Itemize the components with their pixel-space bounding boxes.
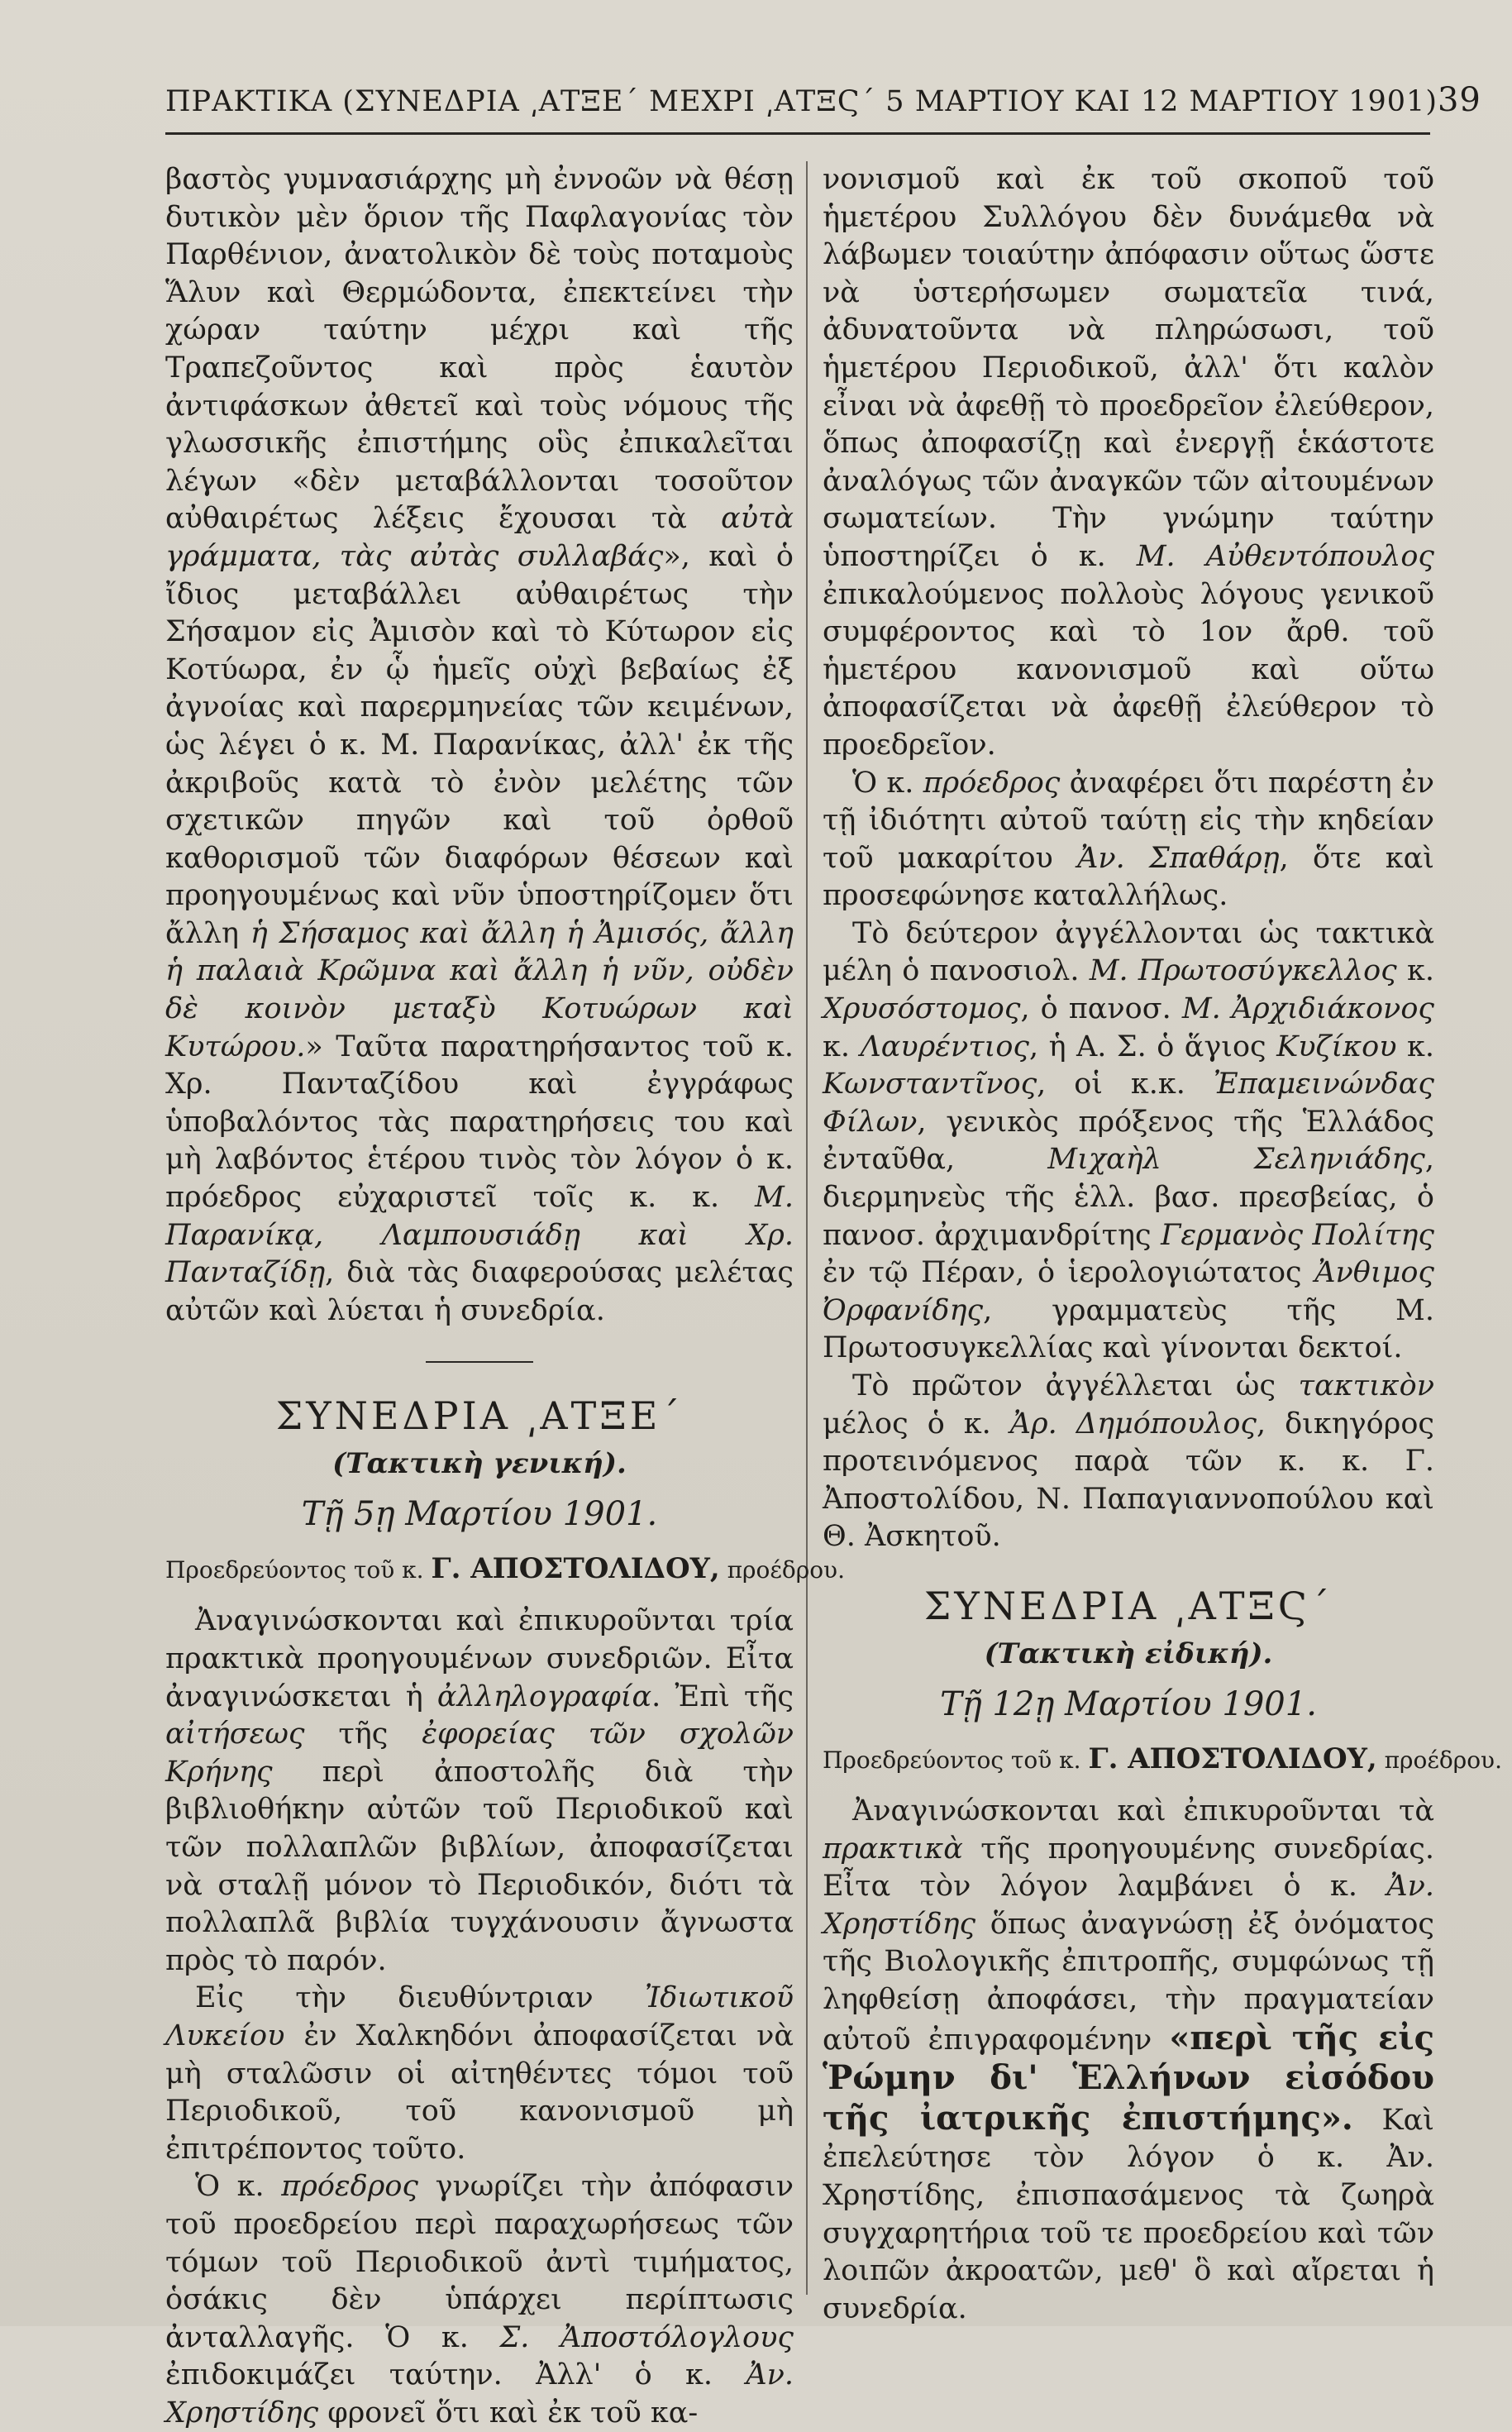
text-run: , ἡ Α. Σ. ὁ ἅγιος: [1029, 1030, 1277, 1063]
text-run: , δικηγόρος προτεινόμενος παρὰ τῶν κ. κ. Γ. Ἀποστολίδου, Ν. Παπαγιαννοπούλου καὶ Θ. Ἀσκητοῦ.: [823, 1407, 1434, 1554]
column-divider: [806, 161, 808, 2295]
text-run: ὅπως ἀναγνώσῃ ἐξ ὀνόματος τῆς Βιολογικῆς ἐπιτροπῆς, συμφώνως τῇ ληφθείσῃ ἀποφάσει, τὴν πραγματείαν αὐτοῦ ἐπιγραφομένην: [823, 1907, 1434, 2057]
text-run: κ.: [1396, 1030, 1434, 1063]
text-run: τῆς: [304, 1718, 422, 1751]
italic-run: Ἀν. Χρηστίδης: [165, 2358, 794, 2430]
page-number: 39: [1437, 81, 1481, 119]
text-run: , γραμματεὺς τῆς Μ. Πρωτοσυγκελλίας καὶ γίνονται δεκτοί.: [823, 1293, 1434, 1365]
text-run: Προεδρεύοντος τοῦ κ.: [165, 1556, 424, 1584]
text-run: ἐν Χαλκηδόνι ἀποφασίζεται νὰ μὴ σταλῶσιν οἱ αἰτηθέντες τόμοι τοῦ Περιοδικοῦ, τοῦ κανονισμοῦ μὴ ἐπιτρέποντος τοῦτο.: [165, 2019, 794, 2166]
text-run: Ἀναγινώσκονται καὶ ἐπικυροῦνται τὰ: [852, 1794, 1434, 1828]
italic-run: Μ. Αὐθεντόπουλος: [1136, 539, 1434, 573]
presiding-line: [823, 1738, 1502, 1781]
text-run: , διὰ τὰς διαφερούσας μελέτας αὐτῶν καὶ λύεται ἡ συνεδρία.: [165, 1256, 794, 1327]
text-run: ἐπικαλούμενος πολλοὺς λόγους γενικοῦ συμφέροντος καὶ τὸ 1ον ἄρθ. τοῦ ἡμετέρου κανονισμοῦ καὶ οὕτω ἀποφασίζεται νὰ ἀφεθῇ ἐλεύθερον τὸ προεδρεῖον.: [823, 577, 1434, 762]
text-run: γνωρίζει τὴν ἀπόφασιν τοῦ προεδρείου περὶ παραχωρήσεως τῶν τόμων τοῦ Περιοδικοῦ ἀντὶ τιμήματος, ὁσάκις δὲν ὑπάρχει περίπτωσις ἀνταλλαγῆς. Ὁ κ.: [165, 2170, 794, 2354]
lecture-title: «περὶ τῆς εἰς Ῥώμην δι' Ἑλλήνων εἰσόδου τῆς ἰατρικῆς ἐπιστήμης».: [823, 2018, 1434, 2138]
italic-run: Ἀρ. Δημόπουλος: [1009, 1407, 1257, 1441]
session-title: ΣΥΝΕΔΡΙΑ ͵ΑΤΞϚ΄: [923, 1583, 1333, 1628]
text-run: βαστὸς γυμνασιάρχης μὴ ἐννοῶν νὰ θέσῃ δυτικὸν μὲν ὅριον τῆς Παφλαγονίας τὸν Παρθένιον, ἀνατολικὸν δὲ τοὺς ποταμοὺς Ἅλυν καὶ Θερμώδοντα, ἐπεκτείνει τὴν χώραν ταύτην μέχρι καὶ τῆς Τραπεζοῦντος καὶ πρὸς ἑαυτὸν ἀντιφάσκων ἀθετεῖ καὶ τοὺς νόμους τῆς γλωσσικῆς ἐπιστήμης οὓς ἐπικαλεῖται λέγων «δὲν μεταβάλλονται τοσοῦτον αὐθαιρέτως λέξεις ἔχουσαι τὰ: [165, 163, 794, 536]
italic-run: Λαυρέντιος: [860, 1030, 1030, 1063]
text-run: ἀναφέρει ὅτι παρέστη ἐν τῇ ἰδιότητι αὐτοῦ ταύτῃ εἰς τὴν κηδείαν τοῦ μακαρίτου: [823, 766, 1434, 875]
text-run: φρονεῖ ὅτι καὶ ἐκ τοῦ κα-: [318, 2396, 699, 2430]
session-date: Τῇ 5ῃ Μαρτίου 1901.: [301, 1495, 658, 1534]
text-run: νονισμοῦ καὶ ἐκ τοῦ σκοποῦ τοῦ ἡμετέρου Συλλόγου δὲν δυνάμεθα νὰ λάβωμεν τοιαύτην ἀπόφασιν οὕτως ὥστε νὰ ὑστερήσωμεν σωματεῖα τινά, ἀδυνατοῦντα νὰ πληρώσωσι, τοῦ ἡμετέρου Περιοδικοῦ, ἀλλ' ὅτι καλὸν εἶναι νὰ ἀφεθῇ τὸ προεδρεῖον ἐλεύθερον, ὅπως ἀποφασίζῃ καὶ ἐνεργῇ ἑκάστοτε ἀναλόγως τῶν ἀναγκῶν τῶν αἰτουμένων σωματείων. Τὴν γνώμην ταύτην ὑποστηρίζει ὁ κ.: [823, 163, 1434, 573]
text-run: προέδρου.: [727, 1556, 845, 1584]
text-run: τῆς προηγουμένης συνεδρίας. Εἶτα τὸν λόγον λαμβάνει ὁ κ.: [823, 1832, 1434, 1904]
text-run: Ὁ κ.: [195, 2170, 282, 2204]
text-run: , γενικὸς πρόξενος τῆς Ἑλλάδος ἐνταῦθα,: [823, 1105, 1434, 1177]
header-rule: [165, 132, 1430, 135]
paragraph: [823, 161, 1434, 765]
paragraph: [823, 915, 1434, 1368]
italic-run: Ἀνθιμος Ὀρφανίδης: [823, 1256, 1434, 1327]
text-run: Ὁ κ.: [852, 766, 923, 800]
paragraph: [823, 1368, 1434, 1556]
text-run: ἐπιδοκιμάζει ταύτην. Ἀλλ' ὁ κ.: [165, 2358, 746, 2392]
paragraph: [165, 2168, 794, 2432]
text-run: κ.: [823, 1030, 861, 1063]
text-run: Ἀναγινώσκονται καὶ ἐπικυροῦνται τρία πρακτικὰ προηγουμένων συνεδριῶν. Εἶτα ἀναγινώσκεται ἡ: [165, 1604, 794, 1713]
italic-run: Ἐπαμεινώνδας Φίλων: [823, 1068, 1434, 1139]
text-run: » Ταῦτα παρατηρήσαντος τοῦ κ. Χρ. Πανταζίδου καὶ ἐγγράφως ὑποβαλόντος τὰς παρατηρήσεις του καὶ μὴ λαβόντος ἑτέρου τινὸς τὸν λόγον ὁ κ. πρόεδρος εὐχαριστεῖ τοῖς κ. κ.: [165, 1030, 794, 1215]
italic-run: ἡ Σήσαμος καὶ ἄλλη ἡ Ἀμισός, ἄλλη ἡ παλαιὰ Κρῶμνα καὶ ἄλλη ἡ νῦν, οὐδὲν δὲ κοινὸν μεταξὺ Κοτυώρων καὶ Κυτώρου.: [165, 916, 794, 1063]
text-run: Εἰς τὴν διευθύντριαν: [195, 1981, 646, 2015]
italic-run: αὐτὰ γράμματα, τὰς αὐτὰς συλλαβάς: [165, 502, 794, 573]
text-run: Τὸ πρῶτον ἀγγέλλεται ὡς: [852, 1369, 1299, 1402]
italic-run: τακτικὸν: [1298, 1369, 1434, 1402]
right-column: [823, 161, 1502, 2328]
paragraph: [823, 765, 1434, 915]
session-type: (Τακτικὴ εἰδική).: [984, 1636, 1273, 1670]
paragraph: [823, 1793, 1434, 2328]
session-title: ΣΥΝΕΔΡΙΑ ͵ΑΤΞΕ΄: [275, 1393, 684, 1439]
text-run: Καὶ ἐπελεύτησε τὸν λόγον ὁ κ. Ἀν. Χρηστίδης, ἐπισπασάμενος τὰ ζωηρὰ συγχαρητήρια τοῦ τε προεδρείου καὶ τῶν λοιπῶν ἀκροατῶν, μεθ' ὃ καὶ αἴρεται ἡ συνεδρία.: [823, 2103, 1434, 2325]
italic-run: Ἰδιωτικοῦ Λυκείου: [165, 1981, 794, 2052]
italic-run: Μ. Παρανίκᾳ, Λαμπουσιάδῃ καὶ Χρ. Πανταζίδῃ: [165, 1181, 794, 1290]
italic-run: Κυζίκου: [1276, 1030, 1397, 1063]
italic-run: Μ. Πρωτοσύγκελλος: [1089, 954, 1397, 988]
italic-run: πρόεδρος: [923, 766, 1061, 800]
session-type: (Τακτικὴ γενική).: [332, 1447, 627, 1481]
paragraph: [165, 161, 794, 1330]
left-column: [165, 161, 845, 2432]
italic-run: Μιχαὴλ Σεληνιάδης: [1047, 1143, 1425, 1177]
section-divider: [426, 1361, 533, 1363]
italic-run: ἀλληλογραφία: [436, 1679, 652, 1713]
italic-run: αἰτήσεως: [165, 1718, 305, 1751]
text-run: ἐν τῷ Πέραν, ὁ ἱερολογιώτατος: [823, 1256, 1315, 1290]
president-name: Γ. ΑΠΟΣΤΟΛΙΔΟΥ,: [1088, 1742, 1377, 1775]
italic-run: πρόεδρος: [281, 2170, 419, 2204]
italic-run: Κωνσταντῖνος: [823, 1068, 1037, 1101]
italic-run: Χρυσόστομος: [823, 992, 1021, 1026]
running-title: ΠΡΑΚΤΙΚΑ (ΣΥΝΕΔΡΙΑ ͵ΑΤΞΕ΄ ΜΕΧΡΙ ͵ΑΤΞϚ΄ 5 ΜΑΡΤΙΟΥ ΚΑΙ 12 ΜΑΡΤΙΟΥ 1901): [165, 85, 1438, 118]
text-run: περὶ ἀποστολῆς διὰ τὴν βιβλιοθήκην αὐτῶν τοῦ Περιοδικοῦ καὶ τῶν πολλαπλῶν βιβλίων, ἀποφασίζεται νὰ σταλῇ μόνον τὸ Περιοδικόν, διότι τὰ πολλαπλᾶ βιβλία τυγχάνουσιν ἄγνωστα πρὸς τὸ παρόν.: [165, 1755, 794, 1977]
italic-run: Σ. Ἀποστόλογλους: [499, 2320, 794, 2354]
italic-run: Ἀν. Σπαθάρῃ: [1077, 841, 1280, 875]
running-header: [165, 81, 1481, 126]
president-name: Γ. ΑΠΟΣΤΟΛΙΔΟΥ,: [431, 1552, 720, 1586]
presiding-line: [165, 1548, 845, 1591]
session-date: Τῇ 12ῃ Μαρτίου 1901.: [940, 1684, 1317, 1723]
paragraph: [165, 1603, 794, 1980]
text-run: . Ἐπὶ τῆς: [651, 1679, 794, 1713]
text-run: Τὸ δεύτερον ἀγγέλλονται ὡς τακτικὰ μέλη ὁ πανοσιολ.: [823, 916, 1434, 988]
text-run: Προεδρεύοντος τοῦ κ.: [823, 1746, 1081, 1774]
italic-run: ἐφορείας τῶν σχολῶν Κρήνης: [165, 1718, 794, 1789]
text-run: μέλος ὁ κ.: [823, 1407, 1010, 1441]
paragraph: [165, 1980, 794, 2168]
italic-run: Γερμανὸς Πολίτης: [1161, 1218, 1434, 1252]
text-run: , διερμηνεὺς τῆς ἑλλ. βασ. πρεσβείας, ὁ πανοσ. ἀρχιμανδρίτης: [823, 1143, 1435, 1252]
italic-run: Ἀν. Χρηστίδης: [823, 1870, 1434, 1941]
text-run: , οἱ κ.κ.: [1037, 1068, 1214, 1101]
text-run: », καὶ ὁ ἴδιος μεταβάλλει αὐθαιρέτως τὴν Σήσαμον εἰς Ἀμισὸν καὶ τὸ Κύτωρον εἰς Κοτύωρα, ἐν ᾧ ἡμεῖς οὐχὶ βεβαίως ἐξ ἀγνοίας καὶ παρερμηνείας τῶν κειμένων, ὡς λέγει ὁ κ. Μ. Παρανίκας, ἀλλ' ἐκ τῆς ἀκριβοῦς κατὰ τὸ ἐνὸν μελέτης τῶν σχετικῶν πηγῶν καὶ τοῦ ὀρθοῦ καθορισμοῦ τῶν διαφόρων θέσεων καὶ προηγουμένως καὶ νῦν ὑποστηρίζομεν ὅτι ἄλλη: [165, 539, 794, 950]
italic-run: Μ. Ἀρχιδιάκονος: [1181, 992, 1435, 1026]
text-run: , ὅτε καὶ προσεφώνησε καταλλήλως.: [823, 841, 1434, 913]
text-run: , ὁ πανοσ.: [1020, 992, 1182, 1026]
italic-run: πρακτικὰ: [823, 1832, 963, 1866]
text-run: προέδρου.: [1384, 1746, 1502, 1774]
text-run: κ.: [1396, 954, 1434, 988]
